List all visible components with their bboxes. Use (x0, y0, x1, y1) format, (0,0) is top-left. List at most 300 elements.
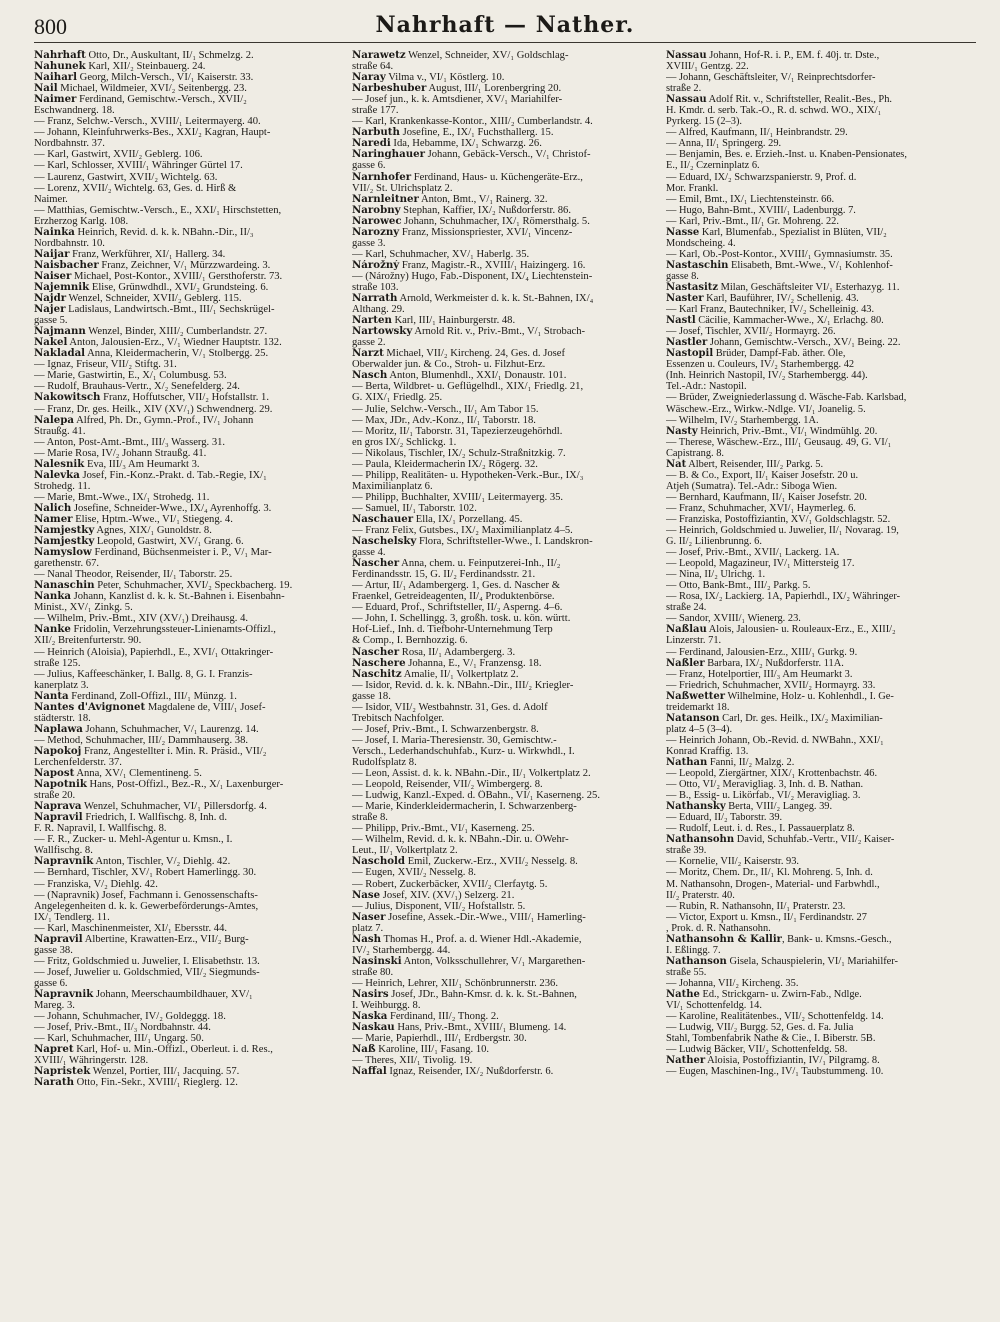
entry-surname: Narbeshuber (352, 83, 427, 95)
entry-surname: Naimer (34, 94, 77, 106)
directory-entry (666, 934, 982, 945)
directory-entry (666, 116, 982, 127)
directory-entry (34, 856, 346, 867)
directory-entry (352, 260, 664, 271)
entry-text: , Prok. d. R. Nathansohn. (666, 922, 771, 934)
entry-text: Tel.-Adr.: Nastopil. (666, 381, 747, 393)
entry-surname: Nárožný (352, 259, 400, 271)
directory-entry (352, 227, 664, 238)
directory-entry (352, 293, 664, 304)
entry-text: Anton, Bmt., V/₁ Rainerg. 32. (418, 193, 548, 205)
entry-text: Wenzel, Schneider, XVII/₂ Geblerg. 115. (66, 293, 242, 305)
directory-entry (34, 845, 346, 856)
entry-text: — Friedrich, Schuhmacher, XVII/₂ Hormayrg. 33. (666, 679, 876, 691)
entry-text: Hans, Post-Offizl., Bez.-R., X/₁ Laxenburger- (86, 779, 284, 791)
entry-surname: Nathansohn & Kallir (666, 933, 782, 945)
entry-surname: Namer (34, 513, 73, 525)
entry-text: — Moritz, II/₁ Taborstr. 31, Tapezierzeugehörhdl. (352, 425, 563, 437)
entry-text: straße 80. (352, 966, 394, 978)
entry-text: Ferdinand, III/₂ Thong. 2. (387, 1011, 499, 1023)
entry-surname: Naschere (352, 657, 406, 669)
directory-entry (34, 172, 346, 183)
entry-text: straße 39. (666, 845, 707, 857)
directory-entry (352, 901, 664, 912)
entry-text: Eva, III/₃ Am Heumarkt 3. (84, 458, 200, 470)
entry-text: — Johann, Geschäftsleiter, V/₁ Reinprechtsdorfer- (666, 72, 876, 84)
directory-entry (666, 503, 982, 514)
entry-surname: Napret (34, 1044, 74, 1056)
entry-text: — Franziska, V/₂ Diehlg. 42. (34, 878, 158, 890)
directory-entry (34, 315, 346, 326)
entry-text: — Lorenz, XVII/₂ Wichtelg. 63, Ges. d. Hirß & (34, 182, 237, 194)
entry-text: Arnold, Werkmeister d. k. k. St.-Bahnen, IX/₄ (397, 293, 594, 305)
entry-text: Franz, Missionspriester, XVI/₁ Vincenz- (399, 226, 573, 238)
entry-text: kanerplatz 3. (34, 679, 89, 691)
entry-text: Mor. Frankl. (666, 182, 719, 194)
entry-text: Friedrich, I. Wallfischg. 8, Inh. d. (82, 812, 227, 824)
entry-surname: Nash (352, 933, 382, 945)
entry-text: — Heinrich Johann, Ob.-Revid. d. NWBahn., XXI/₁ (666, 734, 884, 746)
entry-text: VII/₂ St. Ulrichsplatz 2. (352, 182, 453, 194)
entry-text: Johanna, E., V/₁ Franzensg. 18. (405, 657, 542, 669)
entry-text: Essenzen u. Couleurs, IV/₂ Starhembergg. 42 (666, 359, 855, 371)
directory-entry (352, 172, 664, 183)
directory-entry (666, 260, 982, 271)
entry-text: — Eduard, II/₂ Taborstr. 39. (666, 812, 783, 824)
entry-text: — Therese, Wäschew.-Erz., III/₁ Geusaug. 49, G. VI/₁ (666, 436, 892, 448)
directory-entry (666, 216, 982, 227)
entry-surname: Narath (34, 1077, 74, 1089)
entry-surname: Naringhauer (352, 149, 425, 161)
entry-text: gasse 5. (34, 315, 68, 327)
entry-surname: Namyslow (34, 547, 92, 559)
entry-surname: Naprava (34, 801, 82, 813)
entry-text: — Kornelie, VII/₂ Kaiserstr. 93. (666, 856, 799, 868)
directory-entry (666, 702, 982, 713)
directory-entry (352, 370, 664, 381)
directory-entry (352, 94, 664, 105)
directory-entry (666, 1044, 982, 1055)
directory-entry (352, 470, 664, 481)
directory-entry (34, 481, 346, 492)
entry-surname: Naßler (666, 657, 705, 669)
entry-text: — Brüder, Zweigniederlassung d. Wäsche-Fab. Karlsbad, (666, 392, 907, 404)
directory-entry (34, 448, 346, 459)
entry-surname: Nakowitsch (34, 392, 101, 404)
entry-surname: Naschold (352, 856, 406, 868)
directory-entry (666, 194, 982, 205)
entry-text: — Marie, Kinderkleidermacherin, I. Schwarzenberg- (352, 801, 577, 813)
entry-surname: Napravnik (34, 856, 94, 868)
entry-text: — Karoline, Realitätenbes., VII/₂ Schottenfeldg. 14. (666, 1011, 884, 1023)
directory-entry (666, 669, 982, 680)
entry-surname: Nastl (666, 315, 696, 327)
entry-text: — Heinrich (Aloisia), Papierhdl., E., XVI/₁ Ottakringer- (34, 646, 274, 658)
entry-text: — Leopold, Reisender, VII/₂ Wimbergerg. 8. (352, 779, 543, 791)
directory-entry (34, 459, 346, 470)
entry-surname: Napost (34, 768, 75, 780)
entry-text: — Leopold, Magazineur, IV/₁ Mittersteig 17. (666, 558, 855, 570)
directory-entry (34, 381, 346, 392)
directory-entry (352, 757, 664, 768)
entry-text: XVIII/₁ Währingerstr. 128. (34, 1055, 149, 1067)
entry-text: — Benjamin, Bes. e. Erzieh.-Inst. u. Knaben-Pensionates, (666, 149, 907, 161)
directory-entry (666, 492, 982, 503)
entry-text: Karl, Blumenfab., Spezialist in Blüten, VII/₂ (699, 226, 887, 238)
directory-entry (352, 989, 664, 1000)
directory-entry (34, 647, 346, 658)
directory-entry (34, 591, 346, 602)
directory-entry (352, 83, 664, 94)
directory-entry (34, 1033, 346, 1044)
entry-text: Flora, Schriftsteller-Wwe., I. Landskron- (416, 536, 593, 548)
entry-surname: Nasse (666, 226, 700, 238)
entry-text: — Ferdinand, Jalousien-Erz., XIII/₁ Gurkg. 9. (666, 646, 858, 658)
entry-text: — Wilhelm, Revid. d. k. k. NBahn.-Dir. u. ÖWehr- (352, 834, 569, 846)
entry-text: Thomas H., Prof. a. d. Wiener Hdl.-Akademie, (381, 933, 582, 945)
directory-entry (666, 624, 982, 635)
entry-surname: Nantes d'Avignonet (34, 701, 146, 713)
entry-text: — Method, Schuhmacher, III/₂ Dammhauserg. 38. (34, 734, 249, 746)
directory-entry (352, 138, 664, 149)
entry-text: — B., Essig- u. Likörfab., VI/₂ Meravigliag. 3. (666, 790, 861, 802)
entry-text: Wenzel, Binder, XIII/₂ Cumberlandstr. 27. (85, 326, 268, 338)
entry-text: Naimer. (34, 193, 68, 205)
directory-entry (34, 271, 346, 282)
entry-text: Hans, Priv.-Bmt., XVIII/₁ Blumeng. 14. (394, 1022, 567, 1034)
entry-text: August, III/₁ Lorenbergring 20. (426, 83, 562, 95)
directory-entry (352, 669, 664, 680)
entry-surname: Naschauer (352, 513, 414, 525)
directory-entry (352, 890, 664, 901)
entry-text: G. XIX/₁ Friedlg. 25. (352, 392, 443, 404)
entry-text: — Johann, Kleinfuhrwerks-Bes., XXI/₂ Kagran, Haupt- (34, 127, 271, 139)
directory-entry (666, 172, 982, 183)
directory-entry (666, 901, 982, 912)
directory-entry (34, 105, 346, 116)
entry-text: Michael, VII/₂ Kircheng. 24, Ges. d. Josef (383, 348, 565, 360)
directory-entry (666, 1000, 982, 1011)
entry-text: Karl, III/₁ Hainburgerstr. 48. (391, 315, 516, 327)
directory-entry (352, 503, 664, 514)
entry-text: Heinrich, Priv.-Bmt., VI/₁ Windmühlg. 20. (697, 425, 878, 437)
directory-entry (34, 293, 346, 304)
directory-entry (352, 249, 664, 260)
directory-entry (666, 602, 982, 613)
entry-text: Fanni, II/₂ Malzg. 2. (707, 757, 795, 768)
entry-surname: Nakel (34, 337, 68, 349)
entry-text: — Nanal Theodor, Reisender, II/₁ Taborstr. 25. (34, 569, 233, 581)
entry-text: Albert, Reisender, III/₂ Parkg. 5. (686, 458, 824, 470)
entry-text: Linzerstr. 71. (666, 635, 722, 647)
entry-text: Anton, Volksschullehrer, V/₁ Margarethen- (401, 955, 586, 967)
directory-entry (34, 503, 346, 514)
entry-text: Rudolfsplatz 8. (352, 757, 417, 768)
entry-text: platz 4–5 (3–4). (666, 723, 733, 735)
entry-surname: Naffal (352, 1066, 387, 1078)
entry-text: en gros IX/₂ Schlickg. 1. (352, 436, 457, 448)
directory-entry (352, 602, 664, 613)
directory-entry (352, 337, 664, 348)
directory-entry (34, 149, 346, 160)
entry-text: Ferdinand, Büchsenmeister i. P., V/₁ Mar- (91, 547, 272, 559)
directory-entry (666, 481, 982, 492)
directory-entry (666, 724, 982, 735)
entry-text: — Karl, Priv.-Bmt., II/₁ Gr. Mohreng. 22. (666, 215, 839, 227)
directory-entry (352, 105, 664, 116)
entry-text: Wäschew.-Erz., Wirkw.-Ndlge. VI/₁ Joanelig. 5. (666, 403, 866, 415)
entry-text: Ferdinand, Haus- u. Küchengeräte-Erz., (411, 171, 583, 183)
directory-entry (352, 558, 664, 569)
directory-entry (666, 591, 982, 602)
directory-entry (666, 448, 982, 459)
entry-text: gasse 6. (34, 977, 68, 989)
directory-entry (34, 757, 346, 768)
directory-entry (666, 105, 982, 116)
entry-text: Karl, Hof- u. Min.-Offizl., Oberleut. i. d. Res., (73, 1044, 273, 1056)
entry-surname: Nasch (352, 370, 388, 382)
directory-entry (352, 348, 664, 359)
directory-entry (352, 934, 664, 945)
entry-text: straße 20. (34, 790, 76, 802)
entry-text: — Julius, Disponent, VII/₂ Hofstallstr. 5. (352, 900, 526, 912)
directory-entry (352, 746, 664, 757)
directory-entry (666, 956, 982, 967)
entry-text: — Karl, Ob.-Post-Kontor., XVIII/₁ Gymnasiumstr. 35. (666, 248, 893, 260)
directory-entry (352, 183, 664, 194)
entry-text: Konrad Kraffig. 13. (666, 745, 749, 757)
directory-entry (666, 370, 982, 381)
entry-text: — Marie, Gastwirtin, E., X/₁ Columbusg. 53. (34, 370, 227, 382)
entry-surname: Naser (352, 911, 386, 923)
entry-text: Adolf Rit. v., Schriftsteller, Realit.-Bes., Ph. (706, 94, 892, 106)
entry-surname: Naiharl (34, 72, 78, 84)
directory-entry (666, 315, 982, 326)
directory-entry (352, 437, 664, 448)
entry-text: — Marie, Bmt.-Wwe., IX/₁ Strohedg. 11. (34, 491, 210, 503)
directory-entry (666, 801, 982, 812)
entry-text: Ella, IX/₁ Porzellang. 45. (413, 513, 523, 525)
entry-surname: Nat (666, 458, 687, 470)
entry-surname: Naschitz (352, 668, 402, 680)
entry-text: XII/₂ Breitenfurterstr. 90. (34, 635, 142, 647)
directory-entry (666, 536, 982, 547)
entry-surname: Naschelsky (352, 536, 417, 548)
entry-text: Elisabeth, Bmt.-Wwe., V/₁ Kohlenhof- (728, 259, 893, 271)
entry-text: Minist., XV/₁ Zinkg. 5. (34, 602, 133, 614)
entry-text: Ida, Hebamme, IX/₁ Schwarzg. 26. (390, 138, 542, 150)
entry-text: — Anton, Post-Amt.-Bmt., III/₃ Wasserg. 31. (34, 436, 226, 448)
directory-entry (34, 569, 346, 580)
entry-text: — Rudolf, Brauhaus-Vertr., X/₂ Senefelderg. 24. (34, 381, 240, 393)
directory-entry (352, 569, 664, 580)
entry-text: Stephan, Kaffier, IX/₂ Nußdorferstr. 86. (400, 204, 572, 216)
directory-entry (352, 834, 664, 845)
directory-entry (352, 514, 664, 525)
entry-text: — Bernhard, Kaufmann, II/₁ Kaiser Josefstr. 20. (666, 491, 867, 503)
directory-entry (352, 845, 664, 856)
directory-entry (666, 912, 982, 923)
entry-surname: Naplawa (34, 723, 83, 735)
directory-entry (352, 216, 664, 227)
entry-text: Anna, Kleidermacherin, V/₁ Stolbergg. 25. (85, 348, 269, 360)
entry-surname: Namjestky (34, 525, 95, 537)
entry-text: Michael, Wildmeier, XVI/₂ Seitenbergg. 23. (57, 83, 247, 95)
directory-entry (666, 404, 982, 415)
entry-surname: Najdr (34, 293, 67, 305)
entry-surname: Natanson (666, 712, 720, 724)
entry-surname: Najemnik (34, 281, 90, 293)
entry-text: — Wilhelm, Priv.-Bmt., XIV (XV/₁) Dreihausg. 4. (34, 613, 249, 625)
directory-entry (352, 724, 664, 735)
directory-entry (352, 426, 664, 437)
entry-text: — John, I. Schellingg. 3, großh. tosk. u. kön. württ. (352, 613, 571, 625)
entry-text: Otto, Fin.-Sekr., XVIII/₁ Rieglerg. 12. (74, 1077, 238, 1089)
directory-entry (352, 415, 664, 426)
directory-entry (34, 72, 346, 83)
directory-entry (666, 967, 982, 978)
entry-text: — Philipp, Priv.-Bmt., VI/₁ Kaserneng. 25. (352, 823, 535, 835)
entry-surname: Nalevka (34, 469, 80, 481)
entry-text: — Berta, Wildbret- u. Geflügelhdl., XIX/₁ Friedlg. 21, (352, 381, 584, 393)
directory-entry (352, 691, 664, 702)
directory-entry (666, 72, 982, 83)
entry-text: — Johanna, VII/₂ Kircheng. 35. (666, 977, 799, 989)
entry-text: Heinrich, Revid. d. k. k. NBahn.-Dir., II/₃ (74, 226, 254, 238)
directory-entry (666, 569, 982, 580)
entry-text: Wenzel, Schuhmacher, VI/₁ Pillersdorfg. 4. (81, 801, 267, 813)
directory-entry (352, 702, 664, 713)
entry-text: Emil, Zuckerw.-Erz., XVII/₂ Nesselg. 8. (405, 856, 578, 868)
entry-text: gasse 18. (352, 690, 391, 702)
directory-entry (666, 845, 982, 856)
entry-text: Josefine, Assek.-Dir.-Wwe., VIII/₁ Hamerling- (385, 911, 586, 923)
entry-text: Johann, Schuhmacher, IX/₁ Römersthalg. 5. (401, 215, 590, 227)
directory-entry (666, 426, 982, 437)
entry-text: Pyrkerg. 15 (2–3). (666, 116, 742, 128)
entry-surname: Najmann (34, 326, 86, 338)
directory-entry (666, 658, 982, 669)
directory-entry (352, 61, 664, 72)
entry-surname: Napokoj (34, 745, 82, 757)
directory-entry (352, 713, 664, 724)
directory-entry (666, 1055, 982, 1066)
entry-text: — Franz, Hotelportier, III/₃ Am Heumarkt 3. (666, 668, 853, 680)
entry-surname: Napravnik (34, 988, 94, 1000)
entry-text: — Isidor, VII/₂ Westbahnstr. 31, Ges. d. Adolf (352, 701, 548, 713)
entry-text: Karl, Bauführer, IV/₂ Schellenig. 43. (703, 293, 859, 305)
entry-text: Agnes, XIX/₁ Gunoldstr. 8. (94, 525, 212, 537)
entry-surname: Narten (352, 315, 392, 327)
entry-text: Eschwandnerg. 18. (34, 105, 115, 117)
directory-entry (352, 613, 664, 624)
entry-surname: Narrath (352, 293, 398, 305)
directory-entry (666, 635, 982, 646)
directory-entry (666, 1033, 982, 1044)
entry-text: Nordbahnstr. 37. (34, 138, 105, 150)
directory-entry (34, 404, 346, 415)
entry-text: Josefine, Schneider-Wwe., IX/₄ Ayrenhoffg. 3. (71, 502, 272, 514)
entry-text: Alois, Jalousien- u. Rouleaux-Erz., E., XIII/₂ (706, 624, 896, 636)
entry-surname: Naijar (34, 248, 70, 260)
entry-text: Barbara, IX/₂ Nußdorferstr. 11A. (704, 657, 844, 669)
directory-entry (352, 547, 664, 558)
entry-text: Ferdinandsstr. 15, G. II/₂ Ferdinandsstr. 21. (352, 569, 536, 581)
directory-entry (666, 183, 982, 194)
directory-entry (666, 989, 982, 1000)
entry-text: Wilhelmine, Holz- u. Kohlenhdl., I. Ge- (725, 690, 894, 702)
directory-entry (666, 149, 982, 160)
entry-text: platz 7. (352, 922, 384, 934)
directory-entry (666, 890, 982, 901)
directory-entry (352, 790, 664, 801)
directory-entry (352, 492, 664, 503)
entry-surname: Nalepa (34, 414, 74, 426)
directory-entry (666, 392, 982, 403)
directory-entry (34, 492, 346, 503)
directory-entry (352, 359, 664, 370)
directory-entry (666, 359, 982, 370)
entry-text: Leut., II/₁ Volkertplatz 2. (352, 845, 458, 857)
directory-entry (352, 967, 664, 978)
entry-surname: Nasinski (352, 955, 402, 967)
entry-surname: Nanaschin (34, 580, 95, 592)
entry-surname: Naska (352, 1011, 388, 1023)
directory-entry (34, 205, 346, 216)
entry-surname: Nastopil (666, 348, 714, 360)
directory-entry (34, 348, 346, 359)
entry-text: Johann, Schuhmacher, V/₁ Laurenzg. 14. (82, 723, 259, 735)
entry-surname: Naredi (352, 138, 391, 150)
directory-entry (352, 448, 664, 459)
entry-text: Otto, Dr., Auskultant, II/₁ Schmelzg. 2. (85, 50, 254, 61)
entry-text: Arnold Rit. v., Priv.-Bmt., V/₁ Strobach- (412, 326, 586, 338)
entry-text: gasse 38. (34, 944, 73, 956)
directory-entry (34, 304, 346, 315)
entry-text: — Paula, Kleidermacherin IX/₂ Rögerg. 32. (352, 458, 538, 470)
entry-text: — Franziska, Postoffiziantin, XV/₁ Goldschlagstr. 52. (666, 513, 891, 525)
entry-text: — Isidor, Revid. d. k. k. NBahn.-Dir., III/₂ Kriegler- (352, 679, 574, 691)
entry-text: — Philipp, Buchhalter, XVIII/₁ Leitermayerg. 35. (352, 491, 564, 503)
entry-surname: Nainka (34, 226, 75, 238)
entry-surname: Namjestky (34, 536, 95, 548)
directory-entry (666, 205, 982, 216)
entry-text: — Philipp, Realitäten- u. Hypotheken-Verk.-Bur., IX/₃ (352, 469, 584, 481)
entry-text: Wenzel, Portier, III/₁ Jacquing. 57. (90, 1066, 240, 1078)
directory-entry (666, 691, 982, 702)
directory-entry (34, 514, 346, 525)
entry-text: — Josef jun., k. k. Amtsdiener, XV/₁ Mariahilfer- (352, 94, 563, 106)
directory-entry (34, 94, 346, 105)
entry-text: Hof-Lief., Inh. d. Tiefbohr-Unternehmung Terp (352, 624, 553, 636)
entry-text: Versch., Lederhandschuhfab., Kurz- u. Wirkwhdl., I. (352, 745, 575, 757)
directory-entry (352, 525, 664, 536)
directory-entry (352, 923, 664, 934)
entry-text: Johann, Gemischtw.-Versch., XV/₁ Being. 22. (707, 337, 901, 349)
entry-text: — Karl, Schlosser, XVIII/₁ Währinger Gürtel 17. (34, 160, 243, 172)
directory-entry (666, 547, 982, 558)
directory-entry (34, 1000, 346, 1011)
entry-text: — Johann, Schuhmacher, IV/₂ Goldeggg. 18. (34, 1011, 226, 1023)
directory-entry (34, 812, 346, 823)
directory-entry (34, 160, 346, 171)
directory-entry (34, 470, 346, 481)
directory-entry (352, 1055, 664, 1066)
directory-entry (34, 227, 346, 238)
entry-text: — Josef, Priv.-Bmt., II/₃ Nordbahnstr. 44. (34, 1022, 211, 1034)
directory-entry (352, 381, 664, 392)
directory-entry (34, 238, 346, 249)
